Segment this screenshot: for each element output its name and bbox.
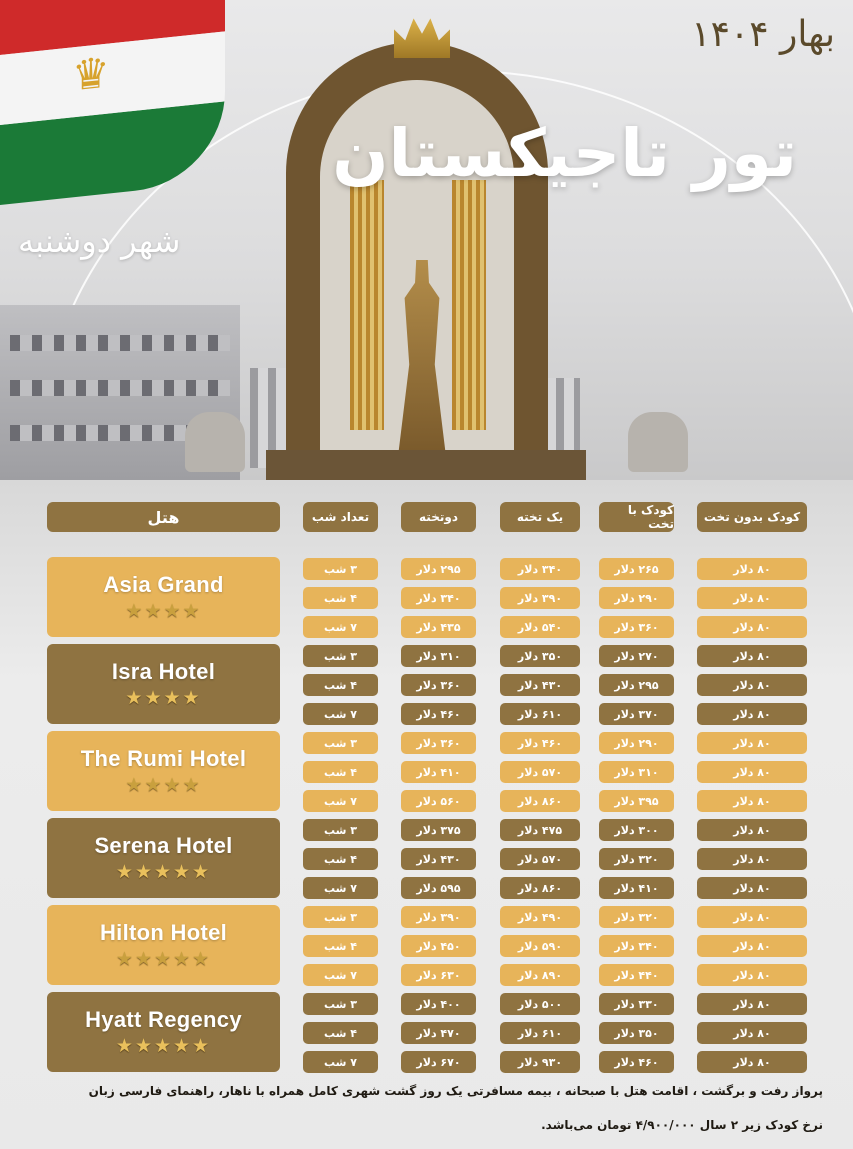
cell-child-bed: ۲۶۵ دلار <box>599 558 674 580</box>
cell-single: ۵۰۰ دلار <box>500 993 580 1015</box>
cell-single: ۸۹۰ دلار <box>500 964 580 986</box>
cell-child-nobed: ۸۰ دلار <box>697 993 807 1015</box>
cell-child-bed: ۲۹۰ دلار <box>599 732 674 754</box>
city-subtitle: شهر دوشنبه <box>18 222 181 260</box>
column-header-child-bed: کودک با تخت <box>599 502 674 532</box>
cell-double: ۴۳۰ دلار <box>401 848 476 870</box>
cell-child-bed: ۴۶۰ دلار <box>599 1051 674 1073</box>
column-header-double: دوتخته <box>401 502 476 532</box>
cell-single: ۳۹۰ دلار <box>500 587 580 609</box>
cell-double: ۶۳۰ دلار <box>401 964 476 986</box>
cell-double: ۳۱۰ دلار <box>401 645 476 667</box>
hotel-name: Hyatt Regency <box>85 1007 242 1032</box>
cell-nights: ۳ شب <box>303 558 378 580</box>
building-window-row <box>10 335 230 351</box>
cell-double: ۴۶۰ دلار <box>401 703 476 725</box>
cell-double: ۴۵۰ دلار <box>401 935 476 957</box>
cell-child-nobed: ۸۰ دلار <box>697 935 807 957</box>
cell-child-nobed: ۸۰ دلار <box>697 732 807 754</box>
building-window-row <box>10 380 230 396</box>
cell-single: ۳۵۰ دلار <box>500 645 580 667</box>
cell-single: ۹۳۰ دلار <box>500 1051 580 1073</box>
cell-double: ۳۶۰ دلار <box>401 674 476 696</box>
cell-child-nobed: ۸۰ دلار <box>697 761 807 783</box>
lion-statue <box>185 412 245 472</box>
season-title: بهار ۱۴۰۴ <box>691 14 835 55</box>
cell-single: ۴۹۰ دلار <box>500 906 580 928</box>
cell-nights: ۷ شب <box>303 616 378 638</box>
cell-double: ۳۴۰ دلار <box>401 587 476 609</box>
cell-child-nobed: ۸۰ دلار <box>697 877 807 899</box>
hotel-name: Serena Hotel <box>94 833 233 858</box>
crown-emblem-icon: ♛ <box>72 47 110 101</box>
column-header-child-nobed: کودک بدون تخت <box>697 502 807 532</box>
column-header-single: یک تخته <box>500 502 580 532</box>
cell-single: ۶۱۰ دلار <box>500 1022 580 1044</box>
tour-title: تور تاجیکستان <box>332 115 797 192</box>
hotel-card <box>47 557 280 637</box>
cell-nights: ۴ شب <box>303 935 378 957</box>
hotel-card <box>47 992 280 1072</box>
cell-nights: ۴ شب <box>303 587 378 609</box>
cell-nights: ۷ شب <box>303 790 378 812</box>
cell-nights: ۴ شب <box>303 761 378 783</box>
cell-nights: ۷ شب <box>303 703 378 725</box>
cell-child-nobed: ۸۰ دلار <box>697 790 807 812</box>
cell-nights: ۳ شب <box>303 906 378 928</box>
cell-nights: ۳ شب <box>303 732 378 754</box>
hotel-star-rating: ★★★★★ <box>115 948 212 970</box>
cell-child-nobed: ۸۰ دلار <box>697 906 807 928</box>
cell-double: ۶۷۰ دلار <box>401 1051 476 1073</box>
golden-wing <box>452 180 486 430</box>
cell-single: ۸۶۰ دلار <box>500 877 580 899</box>
cell-child-bed: ۲۷۰ دلار <box>599 645 674 667</box>
cell-nights: ۷ شب <box>303 964 378 986</box>
cell-single: ۵۷۰ دلار <box>500 848 580 870</box>
cell-single: ۴۷۵ دلار <box>500 819 580 841</box>
hotel-star-rating: ★★★★★ <box>115 861 212 883</box>
column-header-hotel: هتل <box>47 502 280 532</box>
cell-single: ۵۴۰ دلار <box>500 616 580 638</box>
cell-double: ۳۶۰ دلار <box>401 732 476 754</box>
cell-child-nobed: ۸۰ دلار <box>697 848 807 870</box>
cell-single: ۳۴۰ دلار <box>500 558 580 580</box>
cell-single: ۸۶۰ دلار <box>500 790 580 812</box>
cell-child-bed: ۴۱۰ دلار <box>599 877 674 899</box>
cell-double: ۳۷۵ دلار <box>401 819 476 841</box>
cell-double: ۴۰۰ دلار <box>401 993 476 1015</box>
column-header-nights: تعداد شب <box>303 502 378 532</box>
hotel-star-rating: ★★★★ <box>125 687 202 709</box>
cell-child-nobed: ۸۰ دلار <box>697 645 807 667</box>
hero-banner <box>0 0 853 480</box>
cell-child-bed: ۴۴۰ دلار <box>599 964 674 986</box>
cell-nights: ۴ شب <box>303 848 378 870</box>
cell-single: ۵۷۰ دلار <box>500 761 580 783</box>
hotel-card <box>47 818 280 898</box>
hotel-card <box>47 731 280 811</box>
cell-nights: ۷ شب <box>303 877 378 899</box>
cell-nights: ۳ شب <box>303 993 378 1015</box>
hotel-name: Asia Grand <box>103 572 224 597</box>
services-note: پرواز رفت و برگشت ، اقامت هتل با صبحانه ، بیمه مسافرتی یک روز گشت شهری کامل همراه با ناهار، راهنمای فارسی زبان <box>88 1084 823 1098</box>
cell-child-bed: ۳۲۰ دلار <box>599 906 674 928</box>
cell-nights: ۳ شب <box>303 819 378 841</box>
hotel-star-rating: ★★★★★ <box>115 1035 212 1057</box>
monument-pedestal <box>266 450 586 480</box>
cell-double: ۵۹۵ دلار <box>401 877 476 899</box>
cell-child-bed: ۳۴۰ دلار <box>599 935 674 957</box>
cell-child-bed: ۲۹۰ دلار <box>599 587 674 609</box>
cell-child-bed: ۳۶۰ دلار <box>599 616 674 638</box>
cell-child-bed: ۳۷۰ دلار <box>599 703 674 725</box>
cell-child-bed: ۳۵۰ دلار <box>599 1022 674 1044</box>
cell-double: ۴۱۰ دلار <box>401 761 476 783</box>
cell-child-bed: ۳۱۰ دلار <box>599 761 674 783</box>
cell-child-nobed: ۸۰ دلار <box>697 674 807 696</box>
hotel-name: Isra Hotel <box>111 659 216 684</box>
cell-child-bed: ۲۹۵ دلار <box>599 674 674 696</box>
cell-double: ۲۹۵ دلار <box>401 558 476 580</box>
hotel-star-rating: ★★★★ <box>125 600 202 622</box>
cell-child-bed: ۳۳۰ دلار <box>599 993 674 1015</box>
cell-child-nobed: ۸۰ دلار <box>697 964 807 986</box>
cell-nights: ۴ شب <box>303 1022 378 1044</box>
cell-child-nobed: ۸۰ دلار <box>697 616 807 638</box>
cell-nights: ۴ شب <box>303 674 378 696</box>
cell-child-nobed: ۸۰ دلار <box>697 558 807 580</box>
cell-single: ۴۳۰ دلار <box>500 674 580 696</box>
cell-single: ۵۹۰ دلار <box>500 935 580 957</box>
cell-double: ۴۷۰ دلار <box>401 1022 476 1044</box>
hotel-name: The Rumi Hotel <box>80 746 247 771</box>
lion-statue <box>628 412 688 472</box>
cell-child-bed: ۳۲۰ دلار <box>599 848 674 870</box>
cell-nights: ۳ شب <box>303 645 378 667</box>
hotel-name: Hilton Hotel <box>99 920 228 945</box>
cell-child-nobed: ۸۰ دلار <box>697 1022 807 1044</box>
cell-child-nobed: ۸۰ دلار <box>697 703 807 725</box>
cell-child-bed: ۳۰۰ دلار <box>599 819 674 841</box>
cell-child-nobed: ۸۰ دلار <box>697 819 807 841</box>
cell-child-bed: ۳۹۵ دلار <box>599 790 674 812</box>
cell-double: ۴۳۵ دلار <box>401 616 476 638</box>
hotel-star-rating: ★★★★ <box>125 774 202 796</box>
cell-single: ۴۶۰ دلار <box>500 732 580 754</box>
golden-wing <box>350 180 384 430</box>
cell-double: ۳۹۰ دلار <box>401 906 476 928</box>
cell-child-nobed: ۸۰ دلار <box>697 1051 807 1073</box>
cell-nights: ۷ شب <box>303 1051 378 1073</box>
cell-child-nobed: ۸۰ دلار <box>697 587 807 609</box>
cell-double: ۵۶۰ دلار <box>401 790 476 812</box>
hotel-card <box>47 905 280 985</box>
cell-single: ۶۱۰ دلار <box>500 703 580 725</box>
child-price-note: نرخ کودک زیر ۲ سال ۴/۹۰۰/۰۰۰ تومان می‌باشد. <box>541 1118 823 1132</box>
hotel-card <box>47 644 280 724</box>
crown-icon <box>394 14 450 58</box>
